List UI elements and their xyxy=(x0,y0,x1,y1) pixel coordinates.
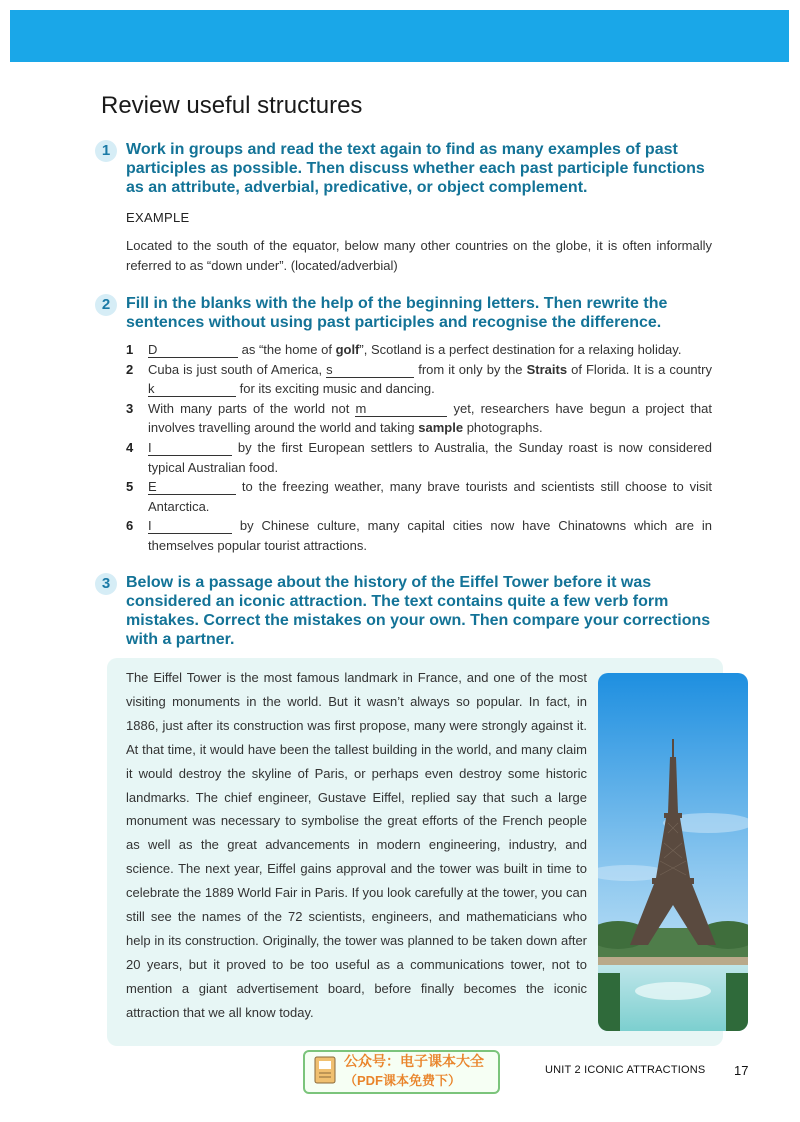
task-number-3: 3 xyxy=(95,573,117,595)
task-2-instruction: Fill in the blanks with the help of the beginning letters. Then rewrite the sentences without using past participles and recognise the difference. xyxy=(126,295,668,331)
answer-blank[interactable]: m xyxy=(355,401,447,417)
fill-in-list xyxy=(126,340,712,556)
answer-blank[interactable]: E xyxy=(148,479,236,495)
item-number: 2 xyxy=(126,361,134,377)
stamp-text-line2: （PDF课本免费下） xyxy=(344,1073,462,1088)
stamp-text-line1: 公众号：电子课本大全 xyxy=(344,1053,484,1069)
list-item xyxy=(126,438,712,477)
example-text: Located to the south of the equator, below many other countries on the globe, it is often informally referred to as “down under”. (located/adverbial) xyxy=(126,238,712,273)
item-number: 4 xyxy=(126,439,134,455)
section-title: Review useful structures xyxy=(101,92,363,119)
item-text: Cuba is just south of America, s from it only by the Straits of Florida. It is a country k for its exciting music and dancing. xyxy=(148,361,712,397)
answer-blank[interactable]: D xyxy=(148,342,238,358)
header-band xyxy=(10,10,789,62)
example-label: EXAMPLE xyxy=(126,210,190,225)
book-icon xyxy=(313,1055,339,1087)
item-text: D as “the home of golf”, Scotland is a perfect destination for a relaxing holiday. xyxy=(148,342,682,357)
task-3-instruction: Below is a passage about the history of the Eiffel Tower before it was considered an iconic attraction. The text contains quite a few verb form mistakes. Correct the mistakes on your own. Then compare your corrections with a partner. xyxy=(126,574,711,648)
item-text: I by the first European settlers to Australia, the Sunday roast is now considered typical Australian food. xyxy=(148,439,712,475)
answer-blank[interactable]: I xyxy=(148,440,232,456)
answer-blank[interactable]: I xyxy=(148,518,232,534)
list-item xyxy=(126,516,712,555)
eiffel-tower-illustration xyxy=(598,673,748,1031)
eiffel-tower-photo xyxy=(598,673,748,1031)
item-text: I by Chinese culture, many capital cities now have Chinatowns which are in themselves popular tourist attractions. xyxy=(148,518,712,553)
passage-text: The Eiffel Tower is the most famous landmark in France, and one of the most visiting monuments in the world. But it wasn’t always so popular. In fact, in 1886, just after its construction was first propose, many were strongly against it. At that time, it would have been the tallest building in the world, and many claim it would destroy the skyline of Paris, or perhaps even destroy some historic landmarks. The chief engineer, Gustave Eiffel, replied say that such a large monument was necessary to symbolise the great efforts of the French people as well as the great advancements in modern engineering, industry, and science. The next year, Eiffel gains approval and the tower was built in time to celebrate the 1889 World Fair in Paris. If you look carefully at the tower, you can still see the names of the 72 scientists, engineers, and mathematicians who help in its construction. Originally, the tower was planned to be taken down after 20 years, but it proved to be too useful as a communications tower, not to mention a giant advertisement board, before finally becomes the iconic attraction that we all know today. xyxy=(126,670,587,1020)
list-item xyxy=(126,477,712,516)
task-1-instruction: Work in groups and read the text again to find as many examples of past participles as possible. Then discuss whether each past participle functions as an attribute, adverbial, predicative, or object complement. xyxy=(126,141,705,196)
item-number: 1 xyxy=(126,342,134,357)
list-item xyxy=(126,360,712,399)
item-number: 3 xyxy=(126,400,134,416)
list-item xyxy=(126,340,712,360)
item-number: 5 xyxy=(126,479,134,495)
item-number: 6 xyxy=(126,518,134,534)
answer-blank[interactable]: s xyxy=(326,362,414,378)
list-item xyxy=(126,399,712,438)
item-text: With many parts of the world not m yet, researchers have begun a project that involves travelling around the world and taking sample photographs. xyxy=(148,400,712,436)
answer-blank[interactable]: k xyxy=(148,381,236,397)
task-number-1: 1 xyxy=(95,140,117,162)
footer-unit-title: UNIT 2 ICONIC ATTRACTIONS xyxy=(545,1064,706,1076)
task-number-2: 2 xyxy=(95,294,117,316)
item-text: E to the freezing weather, many brave tourists and scientists still choose to visit Antarctica. xyxy=(148,479,712,514)
page-number: 17 xyxy=(734,1063,749,1078)
